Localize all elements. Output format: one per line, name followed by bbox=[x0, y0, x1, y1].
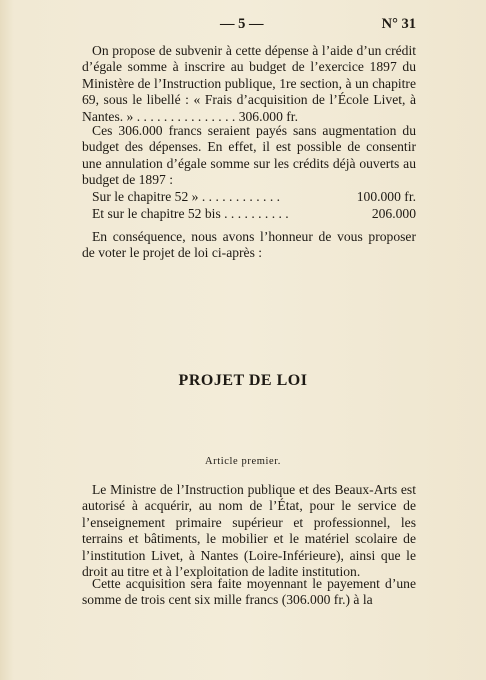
chapter-label: Sur le chapitre 52 » . . . . . . . . . . . . bbox=[92, 189, 281, 204]
intro-paragraph: On propose de subvenir à cette dépense à l’aide d’un crédit d’égale somme à inscrire au budget de l’exercice 1897 du Ministère de l’Instruction publique, 1re section, à un chapitre 69, sous le libellé : « Frais d’acquisition de l’École Livet, à Nantes. » . . . . . . . . . . . . . . . 306.000 fr. bbox=[82, 43, 416, 124]
chapter-label: Et sur le chapitre 52 bis . . . . . . . . . . bbox=[92, 206, 289, 221]
chapter-amount: 206.000 bbox=[371, 206, 416, 221]
consequence-paragraph: En conséquence, nous avons l’honneur de vous proposer de voter le projet de loi ci-après : bbox=[82, 229, 416, 261]
article-paragraph: Cette acquisition sera faite moyennant le payement d’une somme de trois cent six mille francs (306.000 fr.) à la bbox=[82, 576, 416, 608]
page-header bbox=[82, 16, 416, 36]
article-heading: Article premier. bbox=[204, 456, 282, 467]
bill-title: PROJET DE LOI bbox=[178, 372, 308, 389]
page-number: — 5 — bbox=[220, 16, 264, 32]
chapter-amount: 100.000 fr. bbox=[356, 189, 416, 204]
payment-paragraph: Ces 306.000 francs seraient payés sans augmentation du budget des dépenses. En effet, il est possible de consentir une annulation d’égale somme sur les crédits déjà ouverts au budget de 1897 : bbox=[82, 123, 416, 188]
article-paragraph: Le Ministre de l’Instruction publique et des Beaux-Arts est autorisé à acquérir, au nom de l’État, pour le service de l’enseignement primaire supérieur et professionnel, les terrains et bâtiments, le mobilier et le matériel scolaire de l’institution Livet, à Nantes (Loire-Inférieure), ainsi que le droit au titre et à l’exploitation de ladite institution. bbox=[82, 482, 416, 580]
document-number: N° 31 bbox=[381, 16, 416, 32]
